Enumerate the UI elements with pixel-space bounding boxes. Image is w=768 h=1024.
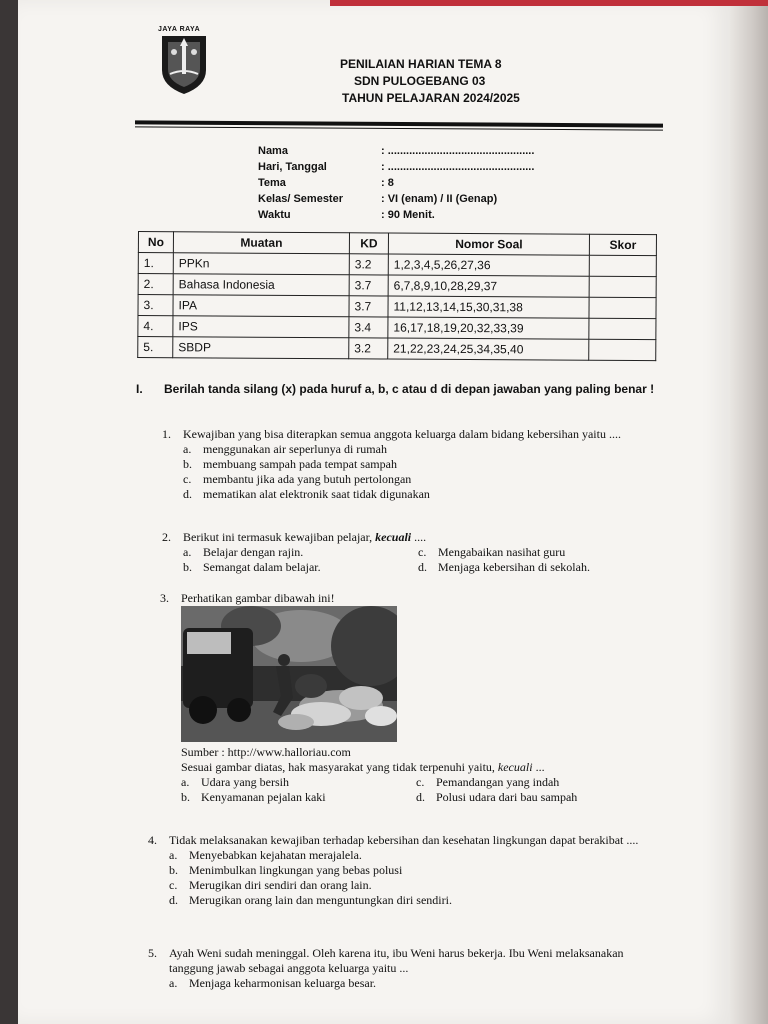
info-label: Kelas/ Semester: [258, 193, 343, 205]
question-text-part: ....: [411, 530, 427, 544]
table-cell: 1.: [138, 253, 173, 274]
option-letter: d.: [416, 790, 425, 804]
answer-option[interactable]: [169, 976, 648, 991]
info-row: [258, 191, 534, 207]
question-number: 4.: [148, 833, 157, 847]
info-row: [258, 143, 534, 159]
question-prompt: [181, 760, 641, 775]
question-3: [160, 591, 640, 606]
score-cell[interactable]: [589, 276, 656, 297]
question-number: 5.: [148, 946, 157, 960]
score-cell[interactable]: [589, 318, 656, 339]
info-value: : VI (enam) / II (Genap): [381, 193, 498, 205]
score-cell[interactable]: [589, 255, 656, 276]
option-text: membantu jika ada yang butuh pertolongan: [203, 472, 412, 486]
option-text: menggunakan air seperlunya di rumah: [203, 442, 387, 456]
logo-text: JAYA RAYA: [158, 26, 201, 33]
section-instruction: [136, 382, 656, 397]
col-header: Skor: [589, 234, 656, 255]
school-logo-icon: [154, 24, 214, 96]
option-text: Menjaga kebersihan di sekolah.: [438, 560, 590, 574]
table-cell: 3.7: [349, 275, 388, 296]
question-2: [162, 530, 642, 575]
option-text: Kenyamanan pejalan kaki: [201, 790, 326, 804]
answer-option[interactable]: [418, 560, 638, 575]
option-letter: c.: [418, 545, 427, 559]
col-header: Muatan: [173, 232, 349, 254]
option-letter: a.: [169, 976, 178, 990]
answer-option[interactable]: [183, 545, 418, 560]
question-number: 3.: [160, 591, 169, 605]
table-cell: 3.: [138, 295, 173, 316]
option-letter: d.: [183, 487, 192, 501]
table-cell: 3.2: [349, 338, 388, 359]
option-letter: b.: [183, 457, 192, 471]
table-cell: 6,7,8,9,10,28,29,37: [388, 275, 589, 297]
header-year: TAHUN PELAJARAN 2024/2025: [342, 91, 520, 105]
table-cell: 16,17,18,19,20,32,33,39: [388, 317, 589, 339]
info-value: : 90 Menit.: [381, 209, 435, 221]
question-text-part: Sesuai gambar diatas, hak masyarakat yang tidak terpenuhi yaitu,: [181, 760, 498, 774]
col-header: No: [138, 232, 173, 253]
table-cell: 11,12,13,14,15,30,31,38: [388, 296, 589, 318]
garbage-street-photo: [181, 606, 397, 742]
option-text: Belajar dengan rajin.: [203, 545, 304, 559]
info-label: Tema: [258, 177, 286, 189]
info-row: [258, 159, 534, 175]
table-cell: 4.: [138, 316, 173, 337]
option-text: Polusi udara dari bau sampah: [436, 790, 578, 804]
table-cell: 5.: [138, 337, 173, 358]
background-strip: [330, 0, 768, 6]
option-text: Pemandangan yang indah: [436, 775, 560, 789]
option-text: Menyebabkan kejahatan merajalela.: [189, 848, 362, 862]
answer-option[interactable]: [183, 442, 642, 457]
question-text-part: Berikut ini termasuk kewajiban pelajar,: [183, 530, 376, 544]
info-label: Waktu: [258, 209, 291, 221]
option-letter: b.: [183, 560, 192, 574]
question-number: 1.: [162, 427, 171, 441]
option-text: Semangat dalam belajar.: [203, 560, 321, 574]
score-cell[interactable]: [589, 297, 656, 318]
student-info: [258, 143, 534, 223]
question-text: Ayah Weni sudah meninggal. Oleh karena itu, ibu Weni harus bekerja. Ibu Weni melaksanakan tanggung jawab sebagai anggota keluarga yaitu ...: [169, 946, 624, 975]
info-label: Hari, Tanggal: [258, 161, 327, 173]
table-row: [138, 337, 656, 361]
answer-option[interactable]: [183, 487, 642, 502]
question-5: [148, 946, 648, 991]
answer-option[interactable]: [169, 893, 648, 908]
info-row: [258, 207, 534, 223]
option-letter: c.: [169, 878, 178, 892]
option-text: Merugikan diri sendiri dan orang lain.: [189, 878, 372, 892]
header-title: PENILAIAN HARIAN TEMA 8: [340, 57, 502, 71]
question-4: [148, 833, 648, 908]
option-letter: c.: [416, 775, 425, 789]
option-letter: b.: [169, 863, 178, 877]
question-text: Kewajiban yang bisa diterapkan semua anggota keluarga dalam bidang kebersihan yaitu ....: [183, 427, 621, 441]
header-school: SDN PULOGEBANG 03: [354, 74, 486, 88]
table-cell: 21,22,23,24,25,34,35,40: [388, 338, 589, 360]
info-value: : 8: [381, 177, 394, 189]
question-1: [162, 427, 642, 502]
table-cell: IPS: [173, 316, 349, 338]
option-text: Menjaga keharmonisan keluarga besar.: [189, 976, 377, 990]
date-field[interactable]: : ................................................: [381, 161, 535, 173]
option-text: Udara yang bersih: [201, 775, 289, 789]
info-row: [258, 175, 534, 191]
answer-option[interactable]: [181, 775, 416, 790]
table-cell: PPKn: [173, 253, 349, 275]
option-text: Merugikan orang lain dan menguntungkan diri sendiri.: [189, 893, 452, 907]
answer-option[interactable]: [416, 790, 636, 805]
option-letter: c.: [183, 472, 192, 486]
option-text: Menimbulkan lingkungan yang bebas polusi: [189, 863, 403, 877]
table-cell: 3.4: [349, 317, 388, 338]
option-text: Mengabaikan nasihat guru: [438, 545, 566, 559]
paper-edge: [730, 0, 768, 1024]
image-source: Sumber : http://www.halloriau.com: [181, 745, 351, 759]
table-cell: IPA: [173, 295, 349, 317]
option-letter: a.: [183, 442, 192, 456]
question-3-details: [181, 745, 641, 805]
emphasis-text: kecuali: [375, 530, 412, 544]
answer-option[interactable]: [169, 863, 648, 878]
option-letter: d.: [418, 560, 427, 574]
table-cell: 1,2,3,4,5,26,27,36: [388, 254, 589, 276]
info-label: Nama: [258, 145, 288, 157]
option-letter: b.: [181, 790, 190, 804]
table-cell: Bahasa Indonesia: [173, 274, 349, 296]
option-letter: a.: [169, 848, 178, 862]
table-cell: 3.2: [349, 254, 388, 275]
table-cell: 3.7: [349, 296, 388, 317]
question-text: [183, 530, 642, 545]
col-header: KD: [349, 233, 388, 254]
answer-option[interactable]: [418, 545, 638, 560]
subject-table: [137, 231, 657, 361]
option-letter: d.: [169, 893, 178, 907]
answer-option[interactable]: [169, 878, 648, 893]
question-number: 2.: [162, 530, 171, 544]
option-letter: a.: [183, 545, 192, 559]
section-text: Berilah tanda silang (x) pada huruf a, b, c atau d di depan jawaban yang paling benar !: [164, 382, 655, 396]
table-cell: 2.: [138, 274, 173, 295]
col-header: Nomor Soal: [388, 233, 589, 255]
exam-header: [340, 56, 520, 107]
answer-option[interactable]: [183, 457, 642, 472]
answer-option[interactable]: [183, 560, 418, 575]
name-field[interactable]: : ................................................: [381, 145, 535, 157]
question-text-part: ...: [532, 760, 545, 774]
question-text: Tidak melaksanakan kewajiban terhadap kebersihan dan kesehatan lingkungan dapat berakibat ....: [169, 833, 639, 847]
option-text: mematikan alat elektronik saat tidak digunakan: [203, 487, 430, 501]
score-cell[interactable]: [589, 339, 656, 360]
table-cell: SBDP: [173, 337, 349, 359]
emphasis-text: kecuali: [497, 760, 533, 774]
question-text: Perhatikan gambar dibawah ini!: [181, 591, 335, 605]
option-letter: a.: [181, 775, 190, 789]
answer-option[interactable]: [183, 472, 642, 487]
answer-option[interactable]: [416, 775, 636, 790]
section-number: I.: [136, 382, 143, 396]
answer-option[interactable]: [181, 790, 416, 805]
option-text: membuang sampah pada tempat sampah: [203, 457, 397, 471]
answer-option[interactable]: [169, 848, 648, 863]
